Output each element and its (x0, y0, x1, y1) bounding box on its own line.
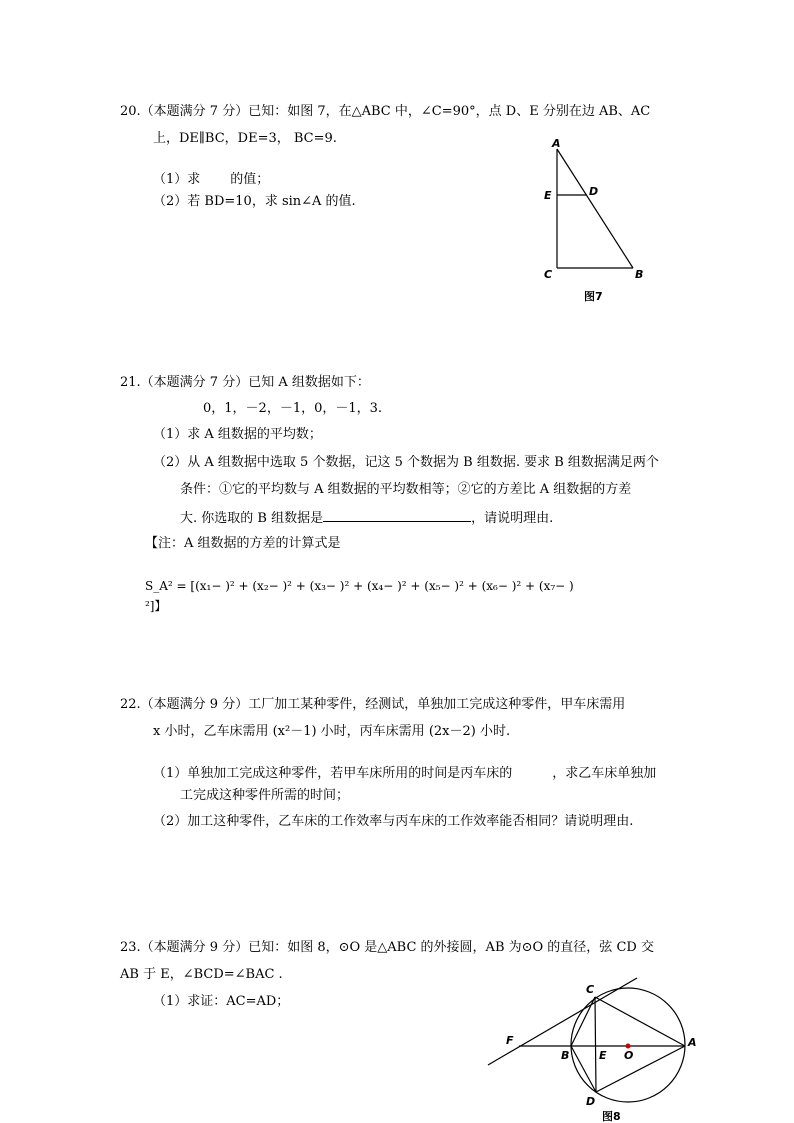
q22-part1-line2: 工完成这种零件所需的时间； (180, 788, 350, 803)
q23-line2: AB 于 E，∠BCD=∠BAC . (120, 967, 283, 982)
q20-part2: （2）若 BD=10，求 sin∠A 的值. (153, 194, 356, 209)
q20-line2: 上，DE∥BC，DE=3， BC=9. (153, 131, 337, 146)
q22-line1: 22.（本题满分 9 分）工厂加工某种零件，经测试，单独加工完成这种零件，甲车床需用 (120, 697, 626, 712)
fig7-label-c: C (544, 268, 553, 281)
fig7-caption: 图7 (584, 290, 603, 303)
q23-line1: 23.（本题满分 9 分）已知：如图 8，⊙O 是△ABC 的外接圆，AB 为⊙O 的直径，弦 CD 交 (120, 940, 654, 955)
fig7-label-a: A (552, 137, 561, 150)
fig8-chord-db (571, 1046, 596, 1092)
fig7-side-ab (557, 149, 633, 268)
q21-part2-line3 (180, 509, 553, 527)
q21-formula: S_A² = [(x₁− )² + (x₂− )² + (x₃− )² + (x₄− )² + (x₅− )² + (x₆− )² + (x₇− ) (145, 579, 574, 593)
q22-part1-line1-a: （1）单独加工完成这种零件，若甲车床所用的时间是丙车床的 (153, 766, 513, 781)
fig8-label-o: O (624, 1049, 634, 1062)
fig7-label-e: E (544, 189, 552, 202)
q21-note: 【注：A 组数据的方差的计算式是 (145, 536, 341, 551)
fig8-label-c: C (586, 983, 595, 996)
figure-7 (535, 135, 655, 310)
q22-line2: x 小时，乙车床需用 (x²－1) 小时，丙车床需用 (2x－2) 小时. (153, 724, 511, 739)
figure-8 (480, 960, 710, 1123)
q22-part2: （2）加工这种零件，乙车床的工作效率与丙车床的工作效率能否相同？请说明理由. (153, 814, 634, 829)
q21-part2-line3-a: 大. 你选取的 B 组数据是 (180, 511, 324, 526)
fig8-label-e: E (599, 1049, 607, 1062)
fig7-label-b: B (635, 268, 644, 281)
q20-part1-a: （1）求 (153, 172, 201, 187)
q21-part2-line3-b: ，请说明理由. (471, 511, 554, 526)
q22-part1-line1-b: ，求乙车床单独加 (552, 766, 657, 781)
answer-blank (323, 509, 471, 522)
fig8-chord-ca (595, 997, 685, 1046)
q21-formula-end: ²]】 (145, 599, 167, 613)
q21-line1: 21.（本题满分 7 分）已知 A 组数据如下： (120, 375, 370, 390)
fig8-chord-cd (595, 997, 596, 1092)
fig8-label-d: D (586, 1095, 596, 1108)
fig8-center-dot (626, 1044, 631, 1049)
fig8-caption: 图8 (602, 1110, 621, 1123)
fig8-chord-da (596, 1046, 685, 1092)
fig8-label-f: F (506, 1034, 514, 1047)
fig8-chord-cb (571, 997, 595, 1046)
q23-part1: （1）求证：AC=AD； (153, 994, 290, 1009)
q20-line1: 20.（本题满分 7 分）已知：如图 7，在△ABC 中，∠C=90°，点 D、E 分别在边 AB、AC (120, 104, 651, 119)
q20-part1-b: 的值； (230, 172, 270, 187)
q21-part2-line2: 条件：①它的平均数与 A 组数据的平均数相等；②它的方差比 A 组数据的方差 (180, 482, 632, 497)
q21-part2-line1: （2）从 A 组数据中选取 5 个数据，记这 5 个数据为 B 组数据. 要求 B 组数据满足两个 (153, 455, 659, 470)
fig8-label-b: B (561, 1049, 570, 1062)
q20-part1 (153, 172, 269, 188)
fig7-label-d: D (589, 185, 599, 198)
q21-part1: （1）求 A 组数据的平均数； (153, 427, 322, 442)
fig8-label-a: A (688, 1036, 697, 1049)
q22-part1-line1 (153, 766, 656, 782)
q21-data: 0，1，－2，－1，0，－1，3. (203, 401, 383, 416)
